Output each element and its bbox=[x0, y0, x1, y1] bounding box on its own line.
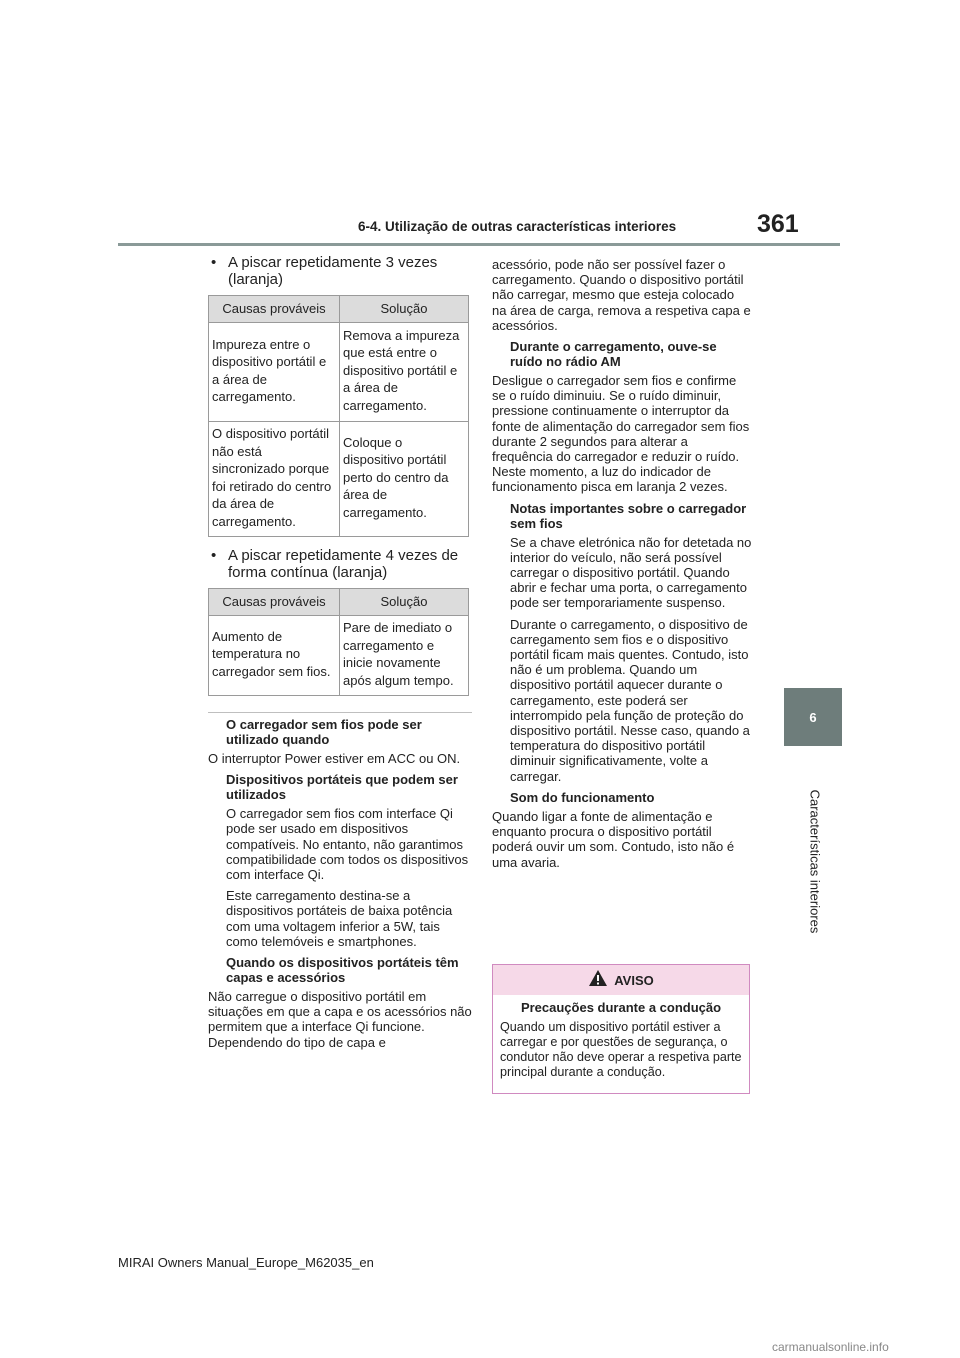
table-row bbox=[209, 422, 469, 537]
chapter-tab[interactable] bbox=[784, 688, 842, 746]
warning-triangle-icon bbox=[588, 969, 608, 992]
bullet-text: A piscar repetidamente 4 vezes de forma contínua (laranja) bbox=[228, 547, 459, 581]
bullet-text: A piscar repetidamente 3 vezes (laranja) bbox=[228, 254, 438, 288]
causes-table-2 bbox=[208, 588, 469, 696]
bullet-dot: • bbox=[211, 547, 217, 564]
table-cell: Remova a impureza que está entre o dispositivo portátil e a área de carregamento. bbox=[340, 323, 469, 422]
chapter-side-title: Características interiores bbox=[807, 789, 823, 934]
paragraph: Durante o carregamento, o dispositivo de carregamento sem fios e o dispositivo portátil ficam mais quentes. Contudo, isto não é um problema. Quando um dispositivo portátil aquecer durante o carregamento, este poderá ser interrompido pela função de proteção do dispositivo portátil. Nesse caso, quando a temperatura do dispositivo portátil diminuir significativamente, volte a carregar. bbox=[510, 616, 750, 784]
sub-heading: O carregador sem fios pode ser utilizado quando bbox=[226, 717, 422, 747]
chapter-number: 6 bbox=[809, 709, 817, 725]
table-cell: O dispositivo portátil não está sincronizado porque foi retirado do centro da área de carregamento. bbox=[209, 422, 340, 537]
table-header-row bbox=[209, 296, 469, 323]
sub-heading: Dispositivos portáteis que podem ser utilizados bbox=[226, 772, 458, 803]
bullet-item bbox=[208, 547, 472, 581]
manual-id: MIRAI Owners Manual_Europe_M62035_en bbox=[118, 1255, 374, 1270]
warning-header bbox=[493, 965, 749, 995]
causes-table-1 bbox=[208, 295, 469, 537]
section-title: 6-4. Utilização de outras características interiores bbox=[358, 219, 677, 234]
table-cell: Aumento de temperatura no carregador sem fios. bbox=[209, 616, 340, 696]
paragraph: Este carregamento destina-se a dispositivos portáteis de baixa potência com uma voltagem inferior a 5W, tais como telemóveis e smartphones. bbox=[226, 888, 453, 949]
paragraph: Desligue o carregador sem fios e confirme se o ruído diminuiu. Se o ruído diminuir, pressione continuamente o interruptor da fonte de alimentação do carregador sem fios durante 2 segundos para alterar a frequência do carregador e reduzir o ruído. Neste momento, a luz do indicador de funcionamento pisca em laranja 2 vezes. bbox=[492, 373, 750, 495]
sub-heading: Quando os dispositivos portáteis têm capas e acessórios bbox=[226, 955, 459, 986]
section-divider bbox=[208, 712, 472, 713]
table-cell: Impureza entre o dispositivo portátil e a área de carregamento. bbox=[209, 323, 340, 422]
bullet-item bbox=[208, 254, 472, 288]
table-cell: Pare de imediato o carregamento e inicie novamente após algum tempo. bbox=[340, 616, 469, 696]
column-header: Causas prováveis bbox=[209, 296, 340, 323]
sub-heading: Som do funcionamento bbox=[510, 789, 655, 805]
paragraph: acessório, pode não ser possível fazer o carregamento. Quando o dispositivo portátil não carregar, mesmo que esteja colocado na área de carga, remova a respetiva capa e acessórios. bbox=[492, 257, 751, 333]
watermark: carmanualsonline.info bbox=[772, 1340, 889, 1354]
warning-subtitle: Precauções durante a condução bbox=[520, 1000, 722, 1015]
paragraph: Se a chave eletrónica não for detetada no interior do veículo, não será possível carregar o dispositivo portátil. Quando abrir e fechar uma porta, o carregamento pode ser temporariamente suspenso. bbox=[510, 534, 752, 611]
warning-body: Quando um dispositivo portátil estiver a carregar e por questões de segurança, o condutor não deve operar a respetiva parte principal durante a condução. bbox=[500, 1020, 742, 1079]
paragraph: O interruptor Power estiver em ACC ou ON. bbox=[208, 751, 461, 766]
sub-heading: Notas importantes sobre o carregador sem fios bbox=[510, 500, 747, 531]
paragraph: O carregador sem fios com interface Qi pode ser usado em dispositivos compatíveis. No entanto, não garantimos compatibilidade com todos os dispositivos com interface Qi. bbox=[226, 806, 469, 883]
table-header-row bbox=[209, 589, 469, 616]
page-number: 361 bbox=[757, 210, 799, 238]
column-header: Causas prováveis bbox=[209, 589, 340, 616]
table-row bbox=[209, 616, 469, 696]
table-row bbox=[209, 323, 469, 422]
right-column bbox=[492, 257, 752, 876]
column-header: Solução bbox=[340, 589, 469, 616]
table-cell: Coloque o dispositivo portátil perto do centro da área de carregamento. bbox=[340, 422, 469, 537]
warning-box bbox=[492, 964, 750, 1094]
left-column bbox=[208, 254, 472, 1056]
sub-heading: Durante o carregamento, ouve-se ruído no rádio AM bbox=[510, 339, 717, 370]
header-rule bbox=[118, 243, 840, 246]
paragraph: Não carregue o dispositivo portátil em situações em que a capa e os acessórios não permitem que a interface Qi funcione. Dependendo do tipo de capa e bbox=[208, 989, 472, 1050]
bullet-dot: • bbox=[211, 254, 217, 271]
column-header: Solução bbox=[340, 296, 469, 323]
warning-title: AVISO bbox=[614, 972, 654, 988]
paragraph: Quando ligar a fonte de alimentação e enquanto procura o dispositivo portátil poderá ouvir um som. Contudo, isto não é uma avaria. bbox=[492, 808, 735, 870]
